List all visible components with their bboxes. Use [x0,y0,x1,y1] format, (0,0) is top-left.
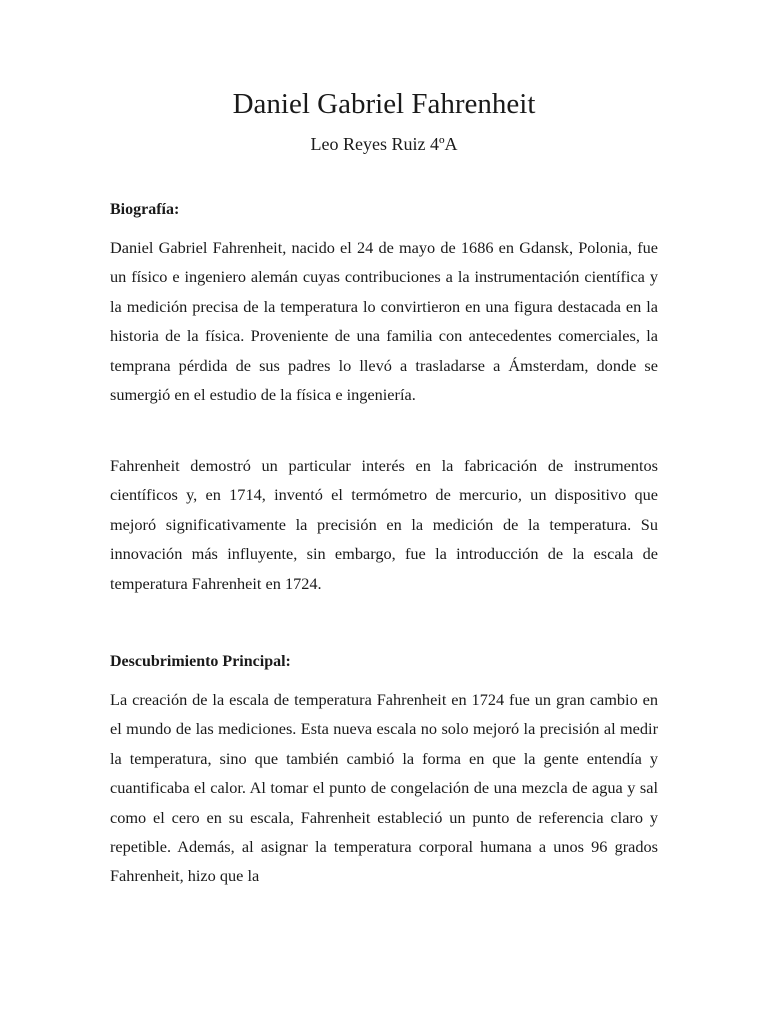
document-title: Daniel Gabriel Fahrenheit [232,88,536,120]
section-heading-descubrimiento: Descubrimiento Principal: [110,653,291,670]
paragraph: La creación de la escala de temperatura Fahrenheit en 1724 fue un gran cambio en el mundo de las mediciones. Esta nueva escala no solo mejoró la precisión al medir la temperatura, sino que también cambió la forma en que la gente entendía y cuantificaba el calor. Al tomar el punto de congelación de una mezcla de agua y sal como el cero en su escala, Fahrenheit estableció un punto de referencia claro y repetible. Además, al asignar la temperatura corporal humana a unos 96 grados Fahrenheit, hizo que la [110,690,658,886]
document-author: Leo Reyes Ruiz 4ºA [310,134,458,154]
paragraph: Fahrenheit demostró un particular interés en la fabricación de instrumentos científicos y, en 1714, inventó el termómetro de mercurio, un dispositivo que mejoró significativamente la precisión en la medición de la temperatura. Su innovación más influyente, sin embargo, fue la introducción de la escala de temperatura Fahrenheit en 1724. [110,456,658,593]
paragraph: Daniel Gabriel Fahrenheit, nacido el 24 de mayo de 1686 en Gdansk, Polonia, fue un físico e ingeniero alemán cuyas contribuciones a la instrumentación científica y la medición precisa de la temperatura lo convirtieron en una figura destacada en la historia de la física. Proveniente de una familia con antecedentes comerciales, la temprana pérdida de sus padres lo llevó a trasladarse a Ámsterdam, donde se sumergió en el estudio de la física e ingeniería. [110,238,658,405]
section-heading-biografia: Biografía: [110,201,180,218]
